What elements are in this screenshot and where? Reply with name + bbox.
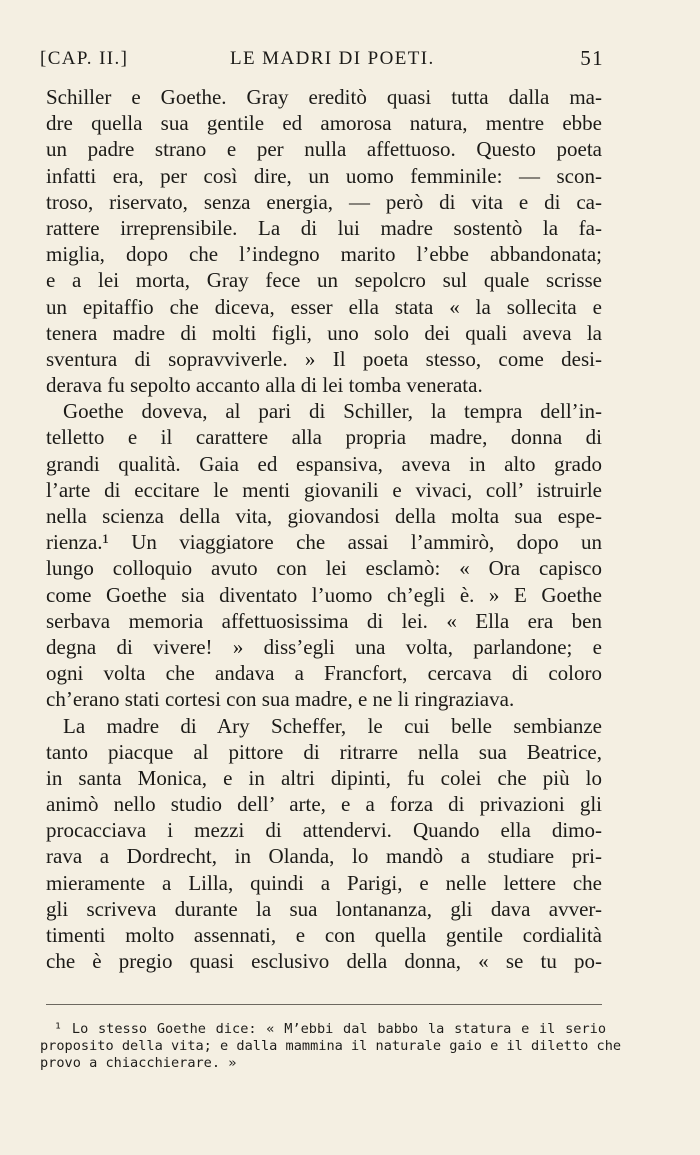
text-line: serbava memoria affettuosissima di lei. « Ella era ben [46, 608, 602, 633]
text-line: ch’erano stati cortesi con sua madre, e ne li ringraziava. [46, 687, 515, 712]
text-line: Schiller e Goethe. Gray ereditò quasi tutta dalla ma- [46, 85, 602, 109]
text-line: animò nello studio dell’ arte, e a forza di privazioni gli [46, 792, 602, 817]
running-title: LE MADRI DI POETI. [230, 48, 435, 69]
text-line: mieramente a Lilla, quindi a Parigi, e nelle lettere che [46, 870, 602, 895]
text-line: tenera madre di molti figli, uno solo dei quali aveva la [46, 320, 602, 345]
text-line: rattere irreprensibile. La di lui madre sostentò la fa- [46, 215, 602, 240]
text-line: grandi qualità. Gaia ed espansiva, aveva in alto grado [46, 451, 602, 476]
text-line: lungo colloquio avuto con lei esclamò: « Ora capisco [46, 556, 602, 581]
footnote-line: provo a chiacchierare. » [40, 1055, 237, 1071]
text-line: come Goethe sia diventato l’uomo ch’egli è. » E Goethe [46, 582, 602, 607]
footnote-rule [46, 1004, 602, 1005]
body-text [46, 84, 602, 974]
text-line: e a lei morta, Gray fece un sepolcro sul quale scrisse [46, 268, 602, 293]
text-line: sventura di sopravviverle. » Il poeta stesso, come desi- [46, 346, 602, 371]
text-line: che è pregio quasi esclusivo della donna, « se tu po- [46, 949, 602, 974]
text-line: degna di vivere! » diss’egli una volta, parlandone; e [46, 634, 602, 659]
text-line: derava fu sepolto accanto alla di lei tomba venerata. [46, 373, 483, 398]
text-line: dre quella sua gentile ed amorosa natura, mentre ebbe [46, 111, 602, 136]
footnote-line: proposito della vita; e dalla mammina il naturale gaio e il diletto che [40, 1038, 622, 1054]
chapter-label: [CAP. II.] [40, 48, 129, 69]
page-number: 51 [580, 46, 604, 70]
text-line: ogni volta che andava a Francfort, cercava di coloro [46, 661, 602, 686]
text-line: rienza.¹ Un viaggiatore che assai l’ammirò, dopo un [46, 530, 602, 555]
running-header [40, 48, 602, 78]
text-line: gli scriveva durante la sua lontananza, gli dava avver- [46, 896, 602, 921]
text-line: un padre strano e per nulla affettuoso. Questo poeta [46, 137, 602, 162]
text-line: rava a Dordrecht, in Olanda, lo mandò a studiare pri- [46, 844, 602, 869]
text-line: un epitaffio che diceva, esser ella stata « la sollecita e [46, 294, 602, 319]
text-line: telletto e il carattere alla propria madre, donna di [46, 425, 602, 450]
text-line: La madre di Ary Scheffer, le cui belle sembianze [63, 713, 602, 738]
text-line: timenti molto assennati, e con quella gentile cordialità [46, 923, 602, 947]
text-line: l’arte di eccitare le menti giovanili e vivaci, coll’ istruirle [46, 477, 602, 502]
text-line: in santa Monica, e in altri dipinti, fu colei che più lo [46, 765, 602, 790]
footnote-line: ¹ Lo stesso Goethe dice: « M’ebbi dal babbo la statura e il serio [54, 1021, 606, 1037]
text-line: tanto piacque al pittore di ritrarre nella sua Beatrice, [46, 739, 602, 764]
footnote [40, 1021, 622, 1072]
text-line: Goethe doveva, al pari di Schiller, la tempra dell’in- [63, 399, 602, 424]
text-line: infatti era, per così dire, un uomo femminile: — scon- [46, 163, 602, 188]
text-line: miglia, dopo che l’indegno marito l’ebbe abbandonata; [46, 242, 602, 267]
text-line: nella scienza della vita, giovandosi della molta sua espe- [46, 504, 602, 528]
text-line: procacciava i mezzi di attendervi. Quando ella dimo- [46, 818, 602, 843]
text-line: troso, riservato, senza energia, — però di vita e di ca- [46, 189, 602, 214]
